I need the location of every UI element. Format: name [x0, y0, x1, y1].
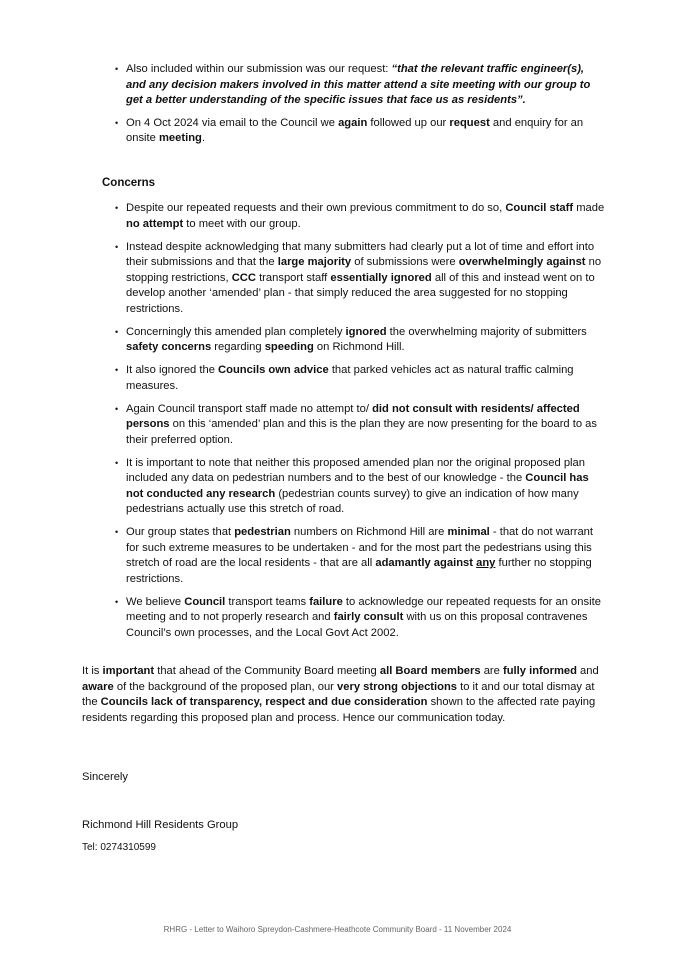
- list-item: • We believe Council transport teams failure to acknowledge our repeated requests for an onsite meeting and to not properly research and fairly consult with us on this proposal contravenes Council’s own processes, and the Local Govt Act 2002.: [115, 595, 605, 642]
- telephone: Tel: 0274310599: [82, 842, 156, 853]
- quoted-request: “that the relevant traffic engineer(s), and any decision makers involved in this matter attend a site meeting with our group to get a better understanding of the specific issues that face us as residents”.: [126, 63, 591, 106]
- list-item: • On 4 Oct 2024 via email to the Council we again followed up our request and enquiry for an onsite meeting.: [115, 116, 605, 147]
- signature-group-name: Richmond Hill Residents Group: [82, 819, 239, 831]
- list-item: • Our group states that pedestrian numbers on Richmond Hill are minimal - that do not warrant for such extreme measures to be undertaken - and for the most part the pedestrians using this stretch of road are the local residents - that are all adamantly against any further no stopping restrictions.: [115, 525, 605, 587]
- list-item: • It is important to note that neither this proposed amended plan nor the original proposed plan included any data on pedestrian numbers and to the best of our knowledge - the Council has not conducted any research (pedestrian counts survey) to give an indication of how many pedestrians actually use this stretch of road.: [115, 456, 605, 518]
- closing-paragraph: It is important that ahead of the Community Board meeting all Board members are fully informed and aware of the background of the proposed plan, our very strong objections to it and our total dismay at the Councils lack of transparency, respect and due consideration shown to the affected rate paying residents regarding this proposed plan and process. Hence our communication today.: [82, 665, 599, 724]
- section-heading-concerns: Concerns: [102, 177, 156, 189]
- list-item: • It also ignored the Councils own advice that parked vehicles act as natural traffic calming measures.: [115, 363, 605, 394]
- list-item: • Instead despite acknowledging that many submitters had clearly put a lot of time and effort into their submissions and that the large majority of submissions were overwhelmingly against no stopping restrictions, CCC transport staff essentially ignored all of this and instead went on to develop another ‘amended’ plan - that simply reduced the area suggested for no stopping restrictions.: [115, 240, 605, 318]
- signoff: Sincerely: [82, 771, 129, 783]
- concerns-list: [115, 201, 605, 641]
- page-footer: RHRG - Letter to Waihoro Spreydon-Cashmere-Heathcote Community Board - 11 November 2024: [163, 925, 512, 934]
- intro-bullet-list: [115, 62, 605, 147]
- list-item: • Concerningly this amended plan completely ignored the overwhelming majority of submitters safety concerns regarding speeding on Richmond Hill.: [115, 325, 605, 356]
- list-item: • Despite our repeated requests and their own previous commitment to do so, Council staff made no attempt to meet with our group.: [115, 201, 605, 232]
- list-item: • Again Council transport staff made no attempt to/ did not consult with residents/ affected persons on this ‘amended’ plan and this is the plan they are now presenting for the board to as their preferred option.: [115, 402, 605, 449]
- list-item: • Also included within our submission was our request: “that the relevant traffic engineer(s), and any decision makers involved in this matter attend a site meeting with our group to get a better understanding of the specific issues that face us as residents”.: [115, 62, 605, 109]
